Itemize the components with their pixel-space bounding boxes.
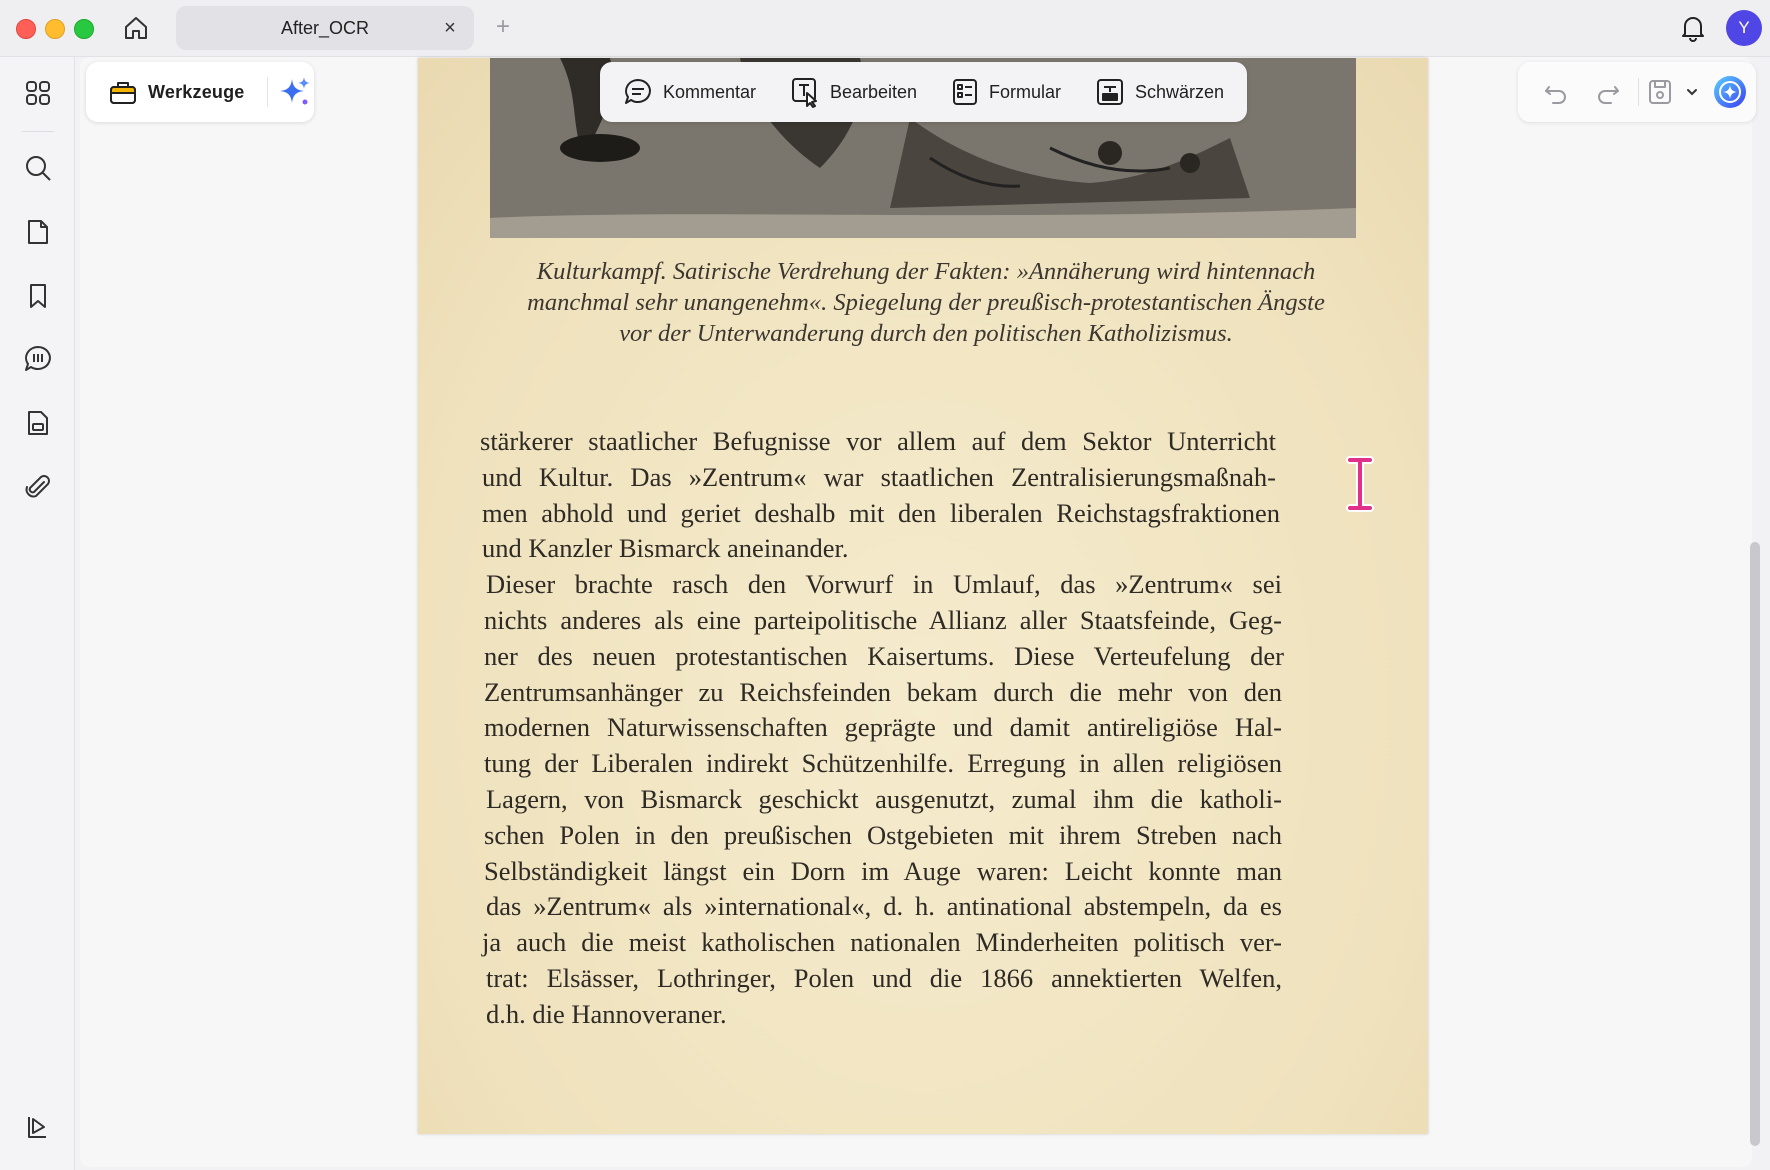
- sparkle-icon: [278, 75, 312, 109]
- bookmark-icon: [26, 282, 50, 310]
- close-window-button[interactable]: [16, 19, 36, 39]
- layers-icon: [24, 1113, 52, 1141]
- text-line: ja auch die meist katholischen nationalen Minderheiten politisch ver-: [482, 927, 1282, 958]
- bell-icon: [1680, 14, 1706, 42]
- text-line: das »Zentrum« als »international«, d. h. antinational abstempeln, da es: [486, 891, 1282, 922]
- text-line: ner des neuen protestantischen Kaisertums. Diese Verteufelung der: [484, 640, 1284, 671]
- caption-line: vor der Unterwanderung durch den politischen Katholizismus.: [619, 320, 1233, 347]
- notifications-button[interactable]: [1677, 12, 1709, 44]
- figure-caption: [496, 256, 1356, 349]
- sidebar-item-pages[interactable]: [20, 214, 56, 250]
- form-mode-label: Formular: [989, 81, 1062, 102]
- stamp-icon: [25, 409, 51, 437]
- tools-label: Werkzeuge: [148, 81, 245, 102]
- home-button[interactable]: [120, 12, 152, 44]
- redact-mode-button[interactable]: [1085, 70, 1234, 114]
- history-toolbar: [1518, 62, 1756, 122]
- text-line: Lagern, von Bismarck geschickt ausgenutzt, zumal ihm die katholi-: [486, 783, 1282, 814]
- text-line: men abhold und geriet deshalb mit den liberalen Reichstagsfraktionen: [482, 497, 1280, 528]
- pdf-page[interactable]: [418, 58, 1428, 1134]
- home-icon: [122, 14, 150, 42]
- save-options-dropdown[interactable]: [1682, 76, 1702, 108]
- history-divider: [1638, 78, 1639, 106]
- sidebar-item-search[interactable]: [20, 150, 56, 186]
- form-icon: [951, 77, 979, 107]
- edit-toolbar: [600, 62, 1247, 122]
- page-icon: [25, 218, 51, 246]
- comment-icon: [623, 77, 653, 107]
- sidebar-item-bookmarks[interactable]: [20, 278, 56, 314]
- grid-icon: [24, 79, 52, 107]
- redact-mode-label: Schwärzen: [1134, 81, 1225, 102]
- tab-close-button[interactable]: ×: [444, 16, 456, 39]
- tools-button[interactable]: [102, 70, 251, 114]
- text-line: und Kanzler Bismarck aneinander.: [482, 533, 849, 564]
- vertical-scrollbar[interactable]: [1750, 542, 1760, 1146]
- tools-divider: [267, 77, 268, 107]
- text-cursor-icon: [1346, 456, 1374, 512]
- caption-line: manchmal sehr unangenehm«. Spiegelung der preußisch-protestantischen Ängste: [527, 289, 1325, 316]
- document-tab[interactable]: [176, 6, 474, 50]
- text-line: stärkerer staatlicher Befugnisse vor allem auf dem Sektor Unterricht: [480, 426, 1276, 456]
- save-icon: [1647, 78, 1673, 106]
- chevron-down-icon: [1685, 85, 1699, 99]
- redo-icon: [1595, 79, 1621, 105]
- left-sidebar: [0, 57, 75, 1170]
- sidebar-item-thumbnails[interactable]: [20, 75, 56, 111]
- text-line: d.h. die Hannoveraner.: [486, 998, 727, 1029]
- undo-icon: [1543, 79, 1569, 105]
- edit-text-icon: [790, 76, 820, 108]
- sidebar-item-display-settings[interactable]: [20, 1109, 56, 1145]
- paperclip-icon: [24, 473, 52, 501]
- title-bar: [0, 0, 1770, 57]
- save-button[interactable]: [1644, 76, 1676, 108]
- comment-mode-label: Kommentar: [662, 81, 757, 102]
- text-line: Dieser brachte rasch den Vorwurf in Umlauf, das »Zentrum« sei: [486, 569, 1282, 600]
- comment-icon: [23, 344, 53, 374]
- ai-assistant-icon: [1712, 74, 1748, 110]
- ai-tools-button[interactable]: [275, 72, 314, 112]
- sidebar-item-stamps[interactable]: [20, 405, 56, 441]
- text-line: tung der Liberalen indirekt Schützenhilfe. Erregung in allen religiösen: [484, 748, 1282, 779]
- minimize-window-button[interactable]: [45, 19, 65, 39]
- tab-title: After_OCR: [280, 17, 370, 38]
- text-line: modernen Naturwissenschaften geprägte und damit antireligiöse Hal-: [484, 712, 1282, 743]
- text-line: schen Polen in den preußischen Ostgebieten mit ihrem Streben nach: [484, 819, 1282, 850]
- text-line: nichts anderes als eine parteipolitische Allianz aller Staatsfeinde, Geg-: [484, 604, 1282, 635]
- body-paragraphs[interactable]: [480, 424, 1394, 1033]
- text-line: Zentrumsanhänger zu Reichsfeinden bekam durch die mehr von den: [484, 676, 1282, 707]
- redact-icon: [1095, 77, 1125, 107]
- caption-line: Kulturkampf. Satirische Verdrehung der Fakten: »Annäherung wird hintennach: [536, 258, 1316, 285]
- tools-panel: [86, 62, 314, 122]
- search-icon: [24, 154, 52, 182]
- edit-mode-button[interactable]: [780, 70, 927, 114]
- edit-mode-label: Bearbeiten: [829, 81, 918, 102]
- text-line: und Kultur. Das »Zentrum« war staatlichen Zentralisierungsmaßnah-: [482, 461, 1276, 492]
- ai-assistant-button[interactable]: [1712, 74, 1748, 110]
- avatar[interactable]: Y: [1726, 10, 1762, 46]
- redo-button[interactable]: [1592, 76, 1624, 108]
- zoom-window-button[interactable]: [74, 19, 94, 39]
- text-line: trat: Elsässer, Lothringer, Polen und die 1866 annektierten Welfen,: [486, 962, 1282, 993]
- sidebar-divider: [22, 131, 54, 132]
- sidebar-item-comments[interactable]: [20, 341, 56, 377]
- comment-mode-button[interactable]: [613, 70, 766, 114]
- form-mode-button[interactable]: [941, 70, 1071, 114]
- undo-button[interactable]: [1540, 76, 1572, 108]
- new-tab-button[interactable]: +: [495, 13, 510, 40]
- toolbox-icon: [108, 78, 138, 106]
- sidebar-item-attachments[interactable]: [20, 469, 56, 505]
- text-line: Selbständigkeit längst ein Dorn im Auge waren: Leicht konnte man: [484, 855, 1282, 886]
